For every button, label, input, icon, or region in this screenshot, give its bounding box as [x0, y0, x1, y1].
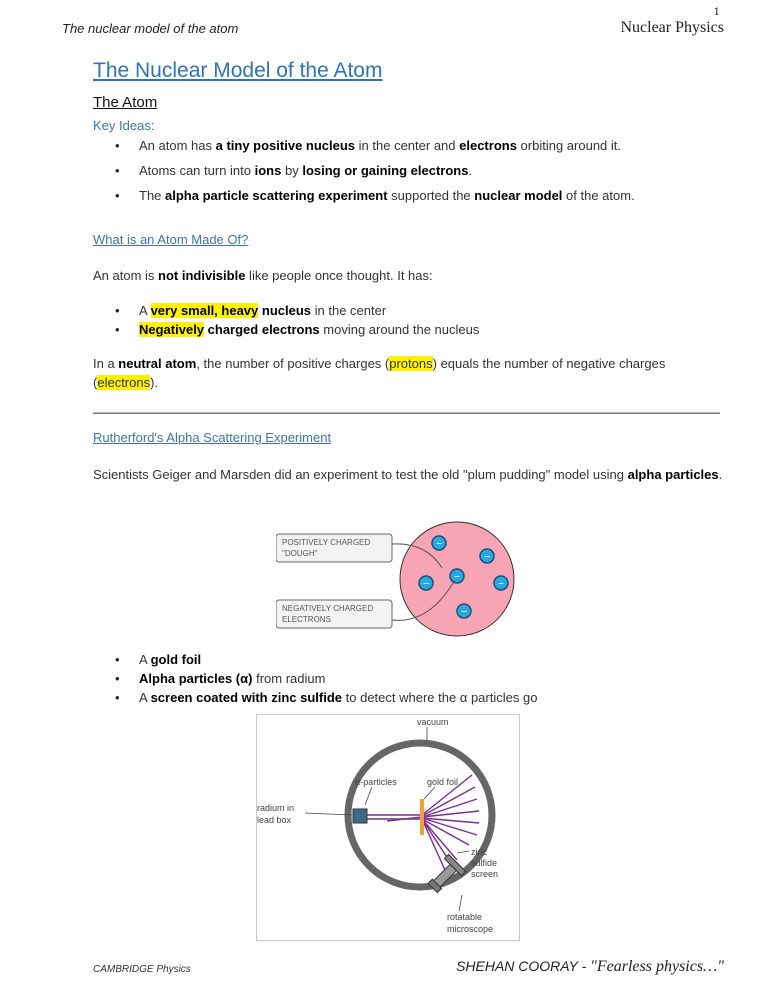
- svg-text:−: −: [483, 552, 491, 561]
- dough-label-line1: POSITIVELY CHARGED: [282, 538, 371, 547]
- gold-foil-label: gold foil: [427, 777, 459, 787]
- svg-text:−: −: [497, 579, 505, 588]
- list-item: • A gold foil: [93, 650, 537, 669]
- page-title: The Nuclear Model of the Atom: [93, 59, 383, 82]
- header-left: The nuclear model of the atom: [62, 21, 239, 36]
- dough-label-line2: "DOUGH": [282, 549, 318, 558]
- svg-text:−: −: [453, 572, 461, 581]
- header-right: Nuclear Physics: [620, 19, 724, 36]
- section-divider: [93, 412, 720, 414]
- zinc-label-2: sulfide: [471, 858, 498, 868]
- list-item: • A screen coated with zinc sulfide to detect where the α particles go: [93, 688, 537, 707]
- lead-box-icon: [353, 809, 367, 823]
- alpha-label: α-particles: [355, 777, 397, 787]
- made-of-heading: What is an Atom Made Of?: [93, 232, 249, 247]
- apparatus-diagram: [257, 715, 519, 940]
- list-item: • A very small, heavy nucleus in the center: [93, 301, 479, 320]
- radium-label-2: lead box: [257, 815, 292, 825]
- plum-pudding-diagram: [276, 512, 526, 647]
- electron-label-line2: ELECTRONS: [282, 615, 331, 624]
- key-ideas-list: [93, 138, 635, 203]
- page-number: 1: [713, 7, 720, 18]
- rutherford-paragraph: Scientists Geiger and Marsden did an experiment to test the old "plum pudding" model using alpha particles.: [93, 467, 723, 482]
- key-ideas-label: Key Ideas:: [93, 118, 155, 133]
- zinc-label-3: screen: [471, 869, 499, 879]
- list-item: • An atom has a tiny positive nucleus in the center and electrons orbiting around it.: [93, 138, 635, 153]
- rutherford-heading: Rutherford's Alpha Scattering Experiment: [93, 430, 332, 445]
- svg-text:−: −: [422, 579, 430, 588]
- footer-right: SHEHAN COORAY - "Fearless physics…": [456, 958, 724, 975]
- section-heading: The Atom: [93, 94, 158, 111]
- radium-label-1: radium in: [257, 803, 295, 813]
- svg-text:−: −: [460, 607, 468, 616]
- neutral-atom-paragraph: In a neutral atom, the number of positive charges (protons) equals the number of negative charges (electrons).: [93, 356, 666, 390]
- list-item: • Atoms can turn into ions by losing or gaining electrons.: [93, 163, 635, 178]
- electron-label-line1: NEGATIVELY CHARGED: [282, 604, 374, 613]
- svg-text:−: −: [435, 539, 443, 548]
- list-item: • Alpha particles (α) from radium: [93, 669, 537, 688]
- made-of-intro: An atom is not indivisible like people once thought. It has:: [93, 268, 433, 283]
- microscope-label-2: microscope: [447, 924, 494, 934]
- zinc-label-1: zinc: [471, 847, 488, 857]
- made-of-list: [93, 301, 479, 339]
- list-item: • Negatively charged electrons moving around the nucleus: [93, 320, 479, 339]
- list-item: • The alpha particle scattering experiment supported the nuclear model of the atom.: [93, 188, 635, 203]
- microscope-label-1: rotatable: [447, 912, 483, 922]
- apparatus-list: [93, 650, 537, 707]
- vacuum-label: vacuum: [417, 717, 449, 727]
- gold-foil-icon: [420, 799, 424, 835]
- apparatus-diagram-frame: [256, 714, 520, 941]
- footer-left: CAMBRIDGE Physics: [93, 964, 191, 975]
